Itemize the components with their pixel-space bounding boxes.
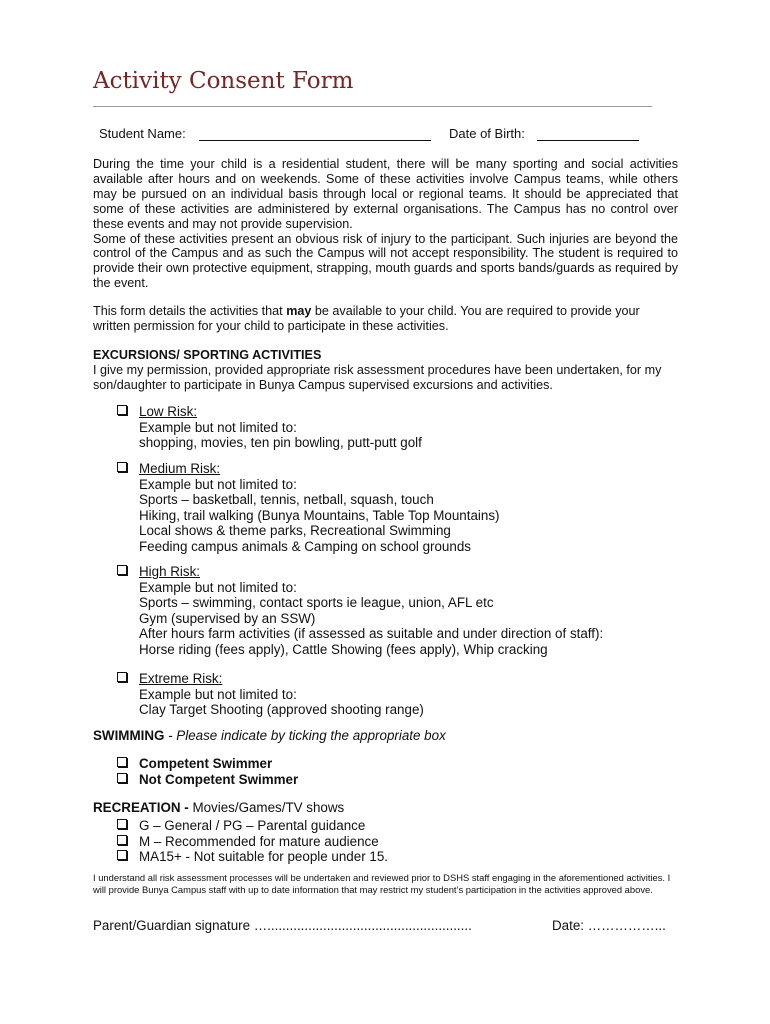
not-competent-swimmer-checkbox[interactable] [117,773,127,783]
extreme-risk-label: Extreme Risk: [139,671,223,686]
swimming-heading: SWIMMING [93,728,165,743]
risk-line: Sports – basketball, tennis, netball, squash, touch [139,492,434,507]
rating-g-pg-checkbox[interactable] [117,819,127,829]
swimming-heading-row [93,729,678,744]
risk-line: Feeding campus animals & Camping on school grounds [139,538,471,554]
competent-swimmer-checkbox[interactable] [117,757,127,767]
risk-line: shopping, movies, ten pin bowling, putt-putt golf [139,435,422,450]
low-risk-checkbox[interactable] [117,405,127,415]
risk-line: Example but not limited to: [139,476,297,492]
risk-line: Clay Target Shooting (approved shooting range) [139,702,424,717]
dob-row [449,126,639,141]
risk-line: Example but not limited to: [139,419,297,435]
intro-paragraph [93,157,678,291]
recreation-subheading: Movies/Games/TV shows [192,800,345,815]
excursions-text: I give my permission, provided appropriate risk assessment procedures have been undertaken, for my son/daughter to participate in Bunya Campus supervised excursions and activities. [93,362,662,392]
extreme-risk-checkbox[interactable] [117,672,127,682]
risk-line: Hiking, trail walking (Bunya Mountains, Table Top Mountains) [139,507,500,523]
recreation-options [117,818,388,865]
risk-line: Horse riding (fees apply), Cattle Showing (fees apply), Whip cracking [139,641,548,657]
student-name-row [99,126,431,141]
intro-text-1: During the time your child is a residential student, there will be many sporting and social activities available after hours and on weekends. Some of these activities involve Campus teams, while others may be pursued on an individual basis through local or regional teams. It should be appreciated that some of these activities are administered by external organisations. The Campus has no control over these events and may not provide supervision. [93,157,678,231]
risk-line: Local shows & theme parks, Recreational Swimming [139,523,451,538]
swim-options [117,756,298,787]
risk-line: Example but not limited to: [139,686,297,702]
risk-line: Sports – swimming, contact sports ie league, union, AFL etc [139,595,494,610]
date-field[interactable]: Date: ……………... [552,918,666,933]
swim-option-label: Not Competent Swimmer [139,771,299,787]
title-divider [93,106,652,107]
high-risk-label: High Risk: [139,564,201,579]
details-text-bold: may [286,304,312,318]
risk-low [117,404,422,451]
swim-option-label: Competent Swimmer [139,756,273,771]
risk-extreme [117,671,424,718]
details-paragraph [93,304,678,334]
risk-line: Example but not limited to: [139,579,297,595]
risk-line: After hours farm activities (if assessed as suitable and under direction of staff): [139,626,604,641]
swimming-instruction: - Please indicate by ticking the appropriate box [164,728,446,743]
details-text-post: be available to your child. You are required to provide your written permission for your child to participate in these activities. [93,304,640,333]
rec-option-label: MA15+ - Not suitable for people under 15. [139,849,388,864]
excursions-section [93,348,678,393]
high-risk-checkbox[interactable] [117,565,127,575]
dob-label: Date of Birth: [449,126,525,141]
low-risk-label: Low Risk: [139,404,198,419]
recreation-heading: RECREATION - [93,800,193,815]
rating-ma15-checkbox[interactable] [117,850,127,860]
details-text-pre: This form details the activities that [93,304,287,318]
rec-option-label: G – General / PG – Parental guidance [139,818,366,833]
intro-text-2: Some of these activities present an obvious risk of injury to the participant. Such injuries are beyond the control of the Campus and as such the Campus will not accept responsibility. The student is required to provide their own protective equipment, strapping, mouth guards and sports bands/guards as required by the event. [93,231,678,291]
signature-field[interactable]: Parent/Guardian signature …....................................................... [93,918,472,933]
risk-high [117,564,603,657]
dob-field[interactable] [537,126,639,141]
student-name-field[interactable] [199,126,431,141]
rec-option-label: M – Recommended for mature audience [139,833,379,849]
excursions-heading: EXCURSIONS/ SPORTING ACTIVITIES [93,348,322,362]
risk-medium [117,461,500,554]
rating-m-checkbox[interactable] [117,835,127,845]
medium-risk-label: Medium Risk: [139,461,221,476]
recreation-heading-row [93,801,678,816]
page-title: Activity Consent Form [93,68,354,94]
medium-risk-checkbox[interactable] [117,462,127,472]
disclaimer-text: I understand all risk assessment processes will be undertaken and reviewed prior to DSHS staff engaging in the aforementioned activities. I will provide Bunya Campus staff with up to date information that may restrict my student’s participation in the activities approved above. [93,872,671,896]
student-name-label: Student Name: [99,126,186,141]
risk-line: Gym (supervised by an SSW) [139,610,316,626]
